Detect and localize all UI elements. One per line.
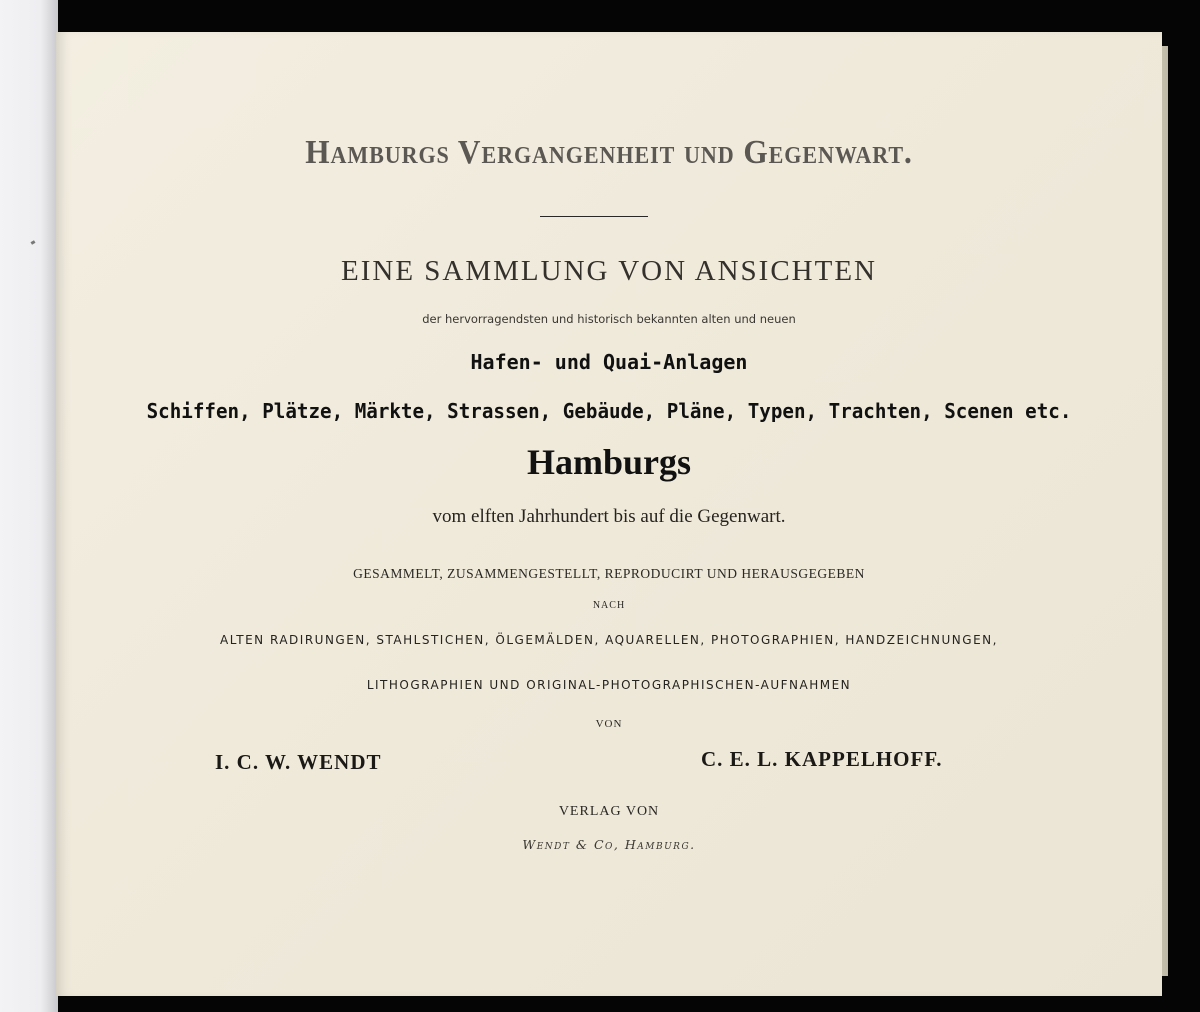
facing-page [0,0,58,1012]
book-title: Hamburgs Vergangenheit und Gegenwart. [305,134,913,171]
city-name: Hamburgs [526,442,692,482]
collected-line: GESAMMELT, ZUSAMMENGESTELLT, REPRODUCIRT UND HERAUSGEGEBEN [353,566,865,581]
author-kappelhoff: C. E. L. KAPPELHOFF. [701,747,943,771]
page-mark [31,240,36,245]
subjects-line: Schiffen, Plätze, Märkte, Strassen, Gebäude, Pläne, Typen, Trachten, Scenen etc. [146,399,1072,423]
author-wendt: I. C. W. WENDT [215,750,382,774]
verlag-line: VERLAG VON [558,804,660,819]
publisher-line: Wendt & Co, Hamburg. [522,837,696,852]
book-subtitle: EINE SAMMLUNG VON ANSICHTEN [341,255,877,287]
period-line: vom elften Jahrhundert bis auf die Gegenwart. [432,506,786,527]
harbour-line: Hafen- und Quai-Anlagen [470,350,748,374]
nach-word: NACH [592,600,626,611]
sources-line-2: LITHOGRAPHIEN UND ORIGINAL-PHOTOGRAPHISCHEN-AUFNAHMEN [366,678,852,692]
descriptive-note: der hervorragendsten und historisch bekannten alten und neuen [422,312,796,326]
von-word: VON [595,718,623,730]
title-rule [540,216,648,217]
sources-line-1: ALTEN RADIRUNGEN, STAHLSTICHEN, ÖLGEMÄLDEN, AQUARELLEN, PHOTOGRAPHIEN, HANDZEICHNUNGEN, [220,633,998,647]
title-page [56,32,1162,996]
